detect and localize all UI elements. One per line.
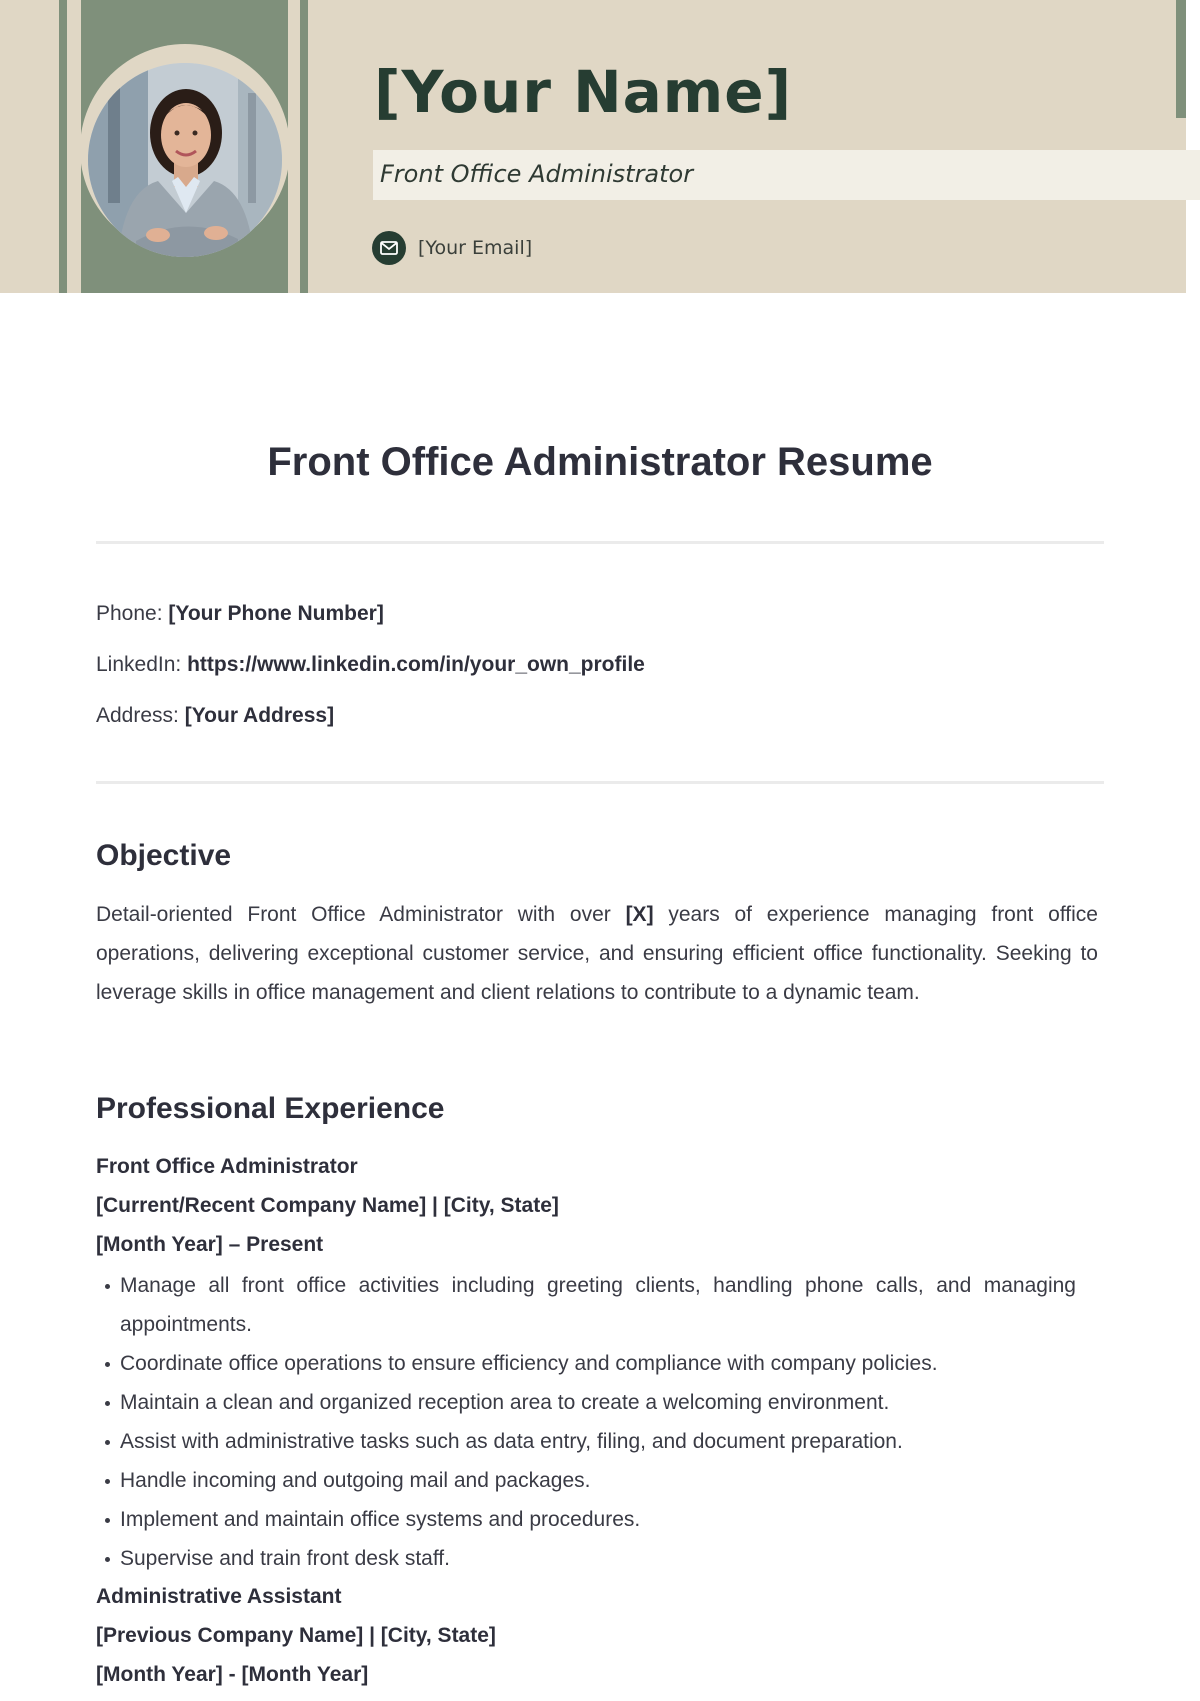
decorative-stripe (1176, 0, 1186, 118)
email-text[interactable]: [Your Email] (418, 237, 533, 259)
list-item: Coordinate office operations to ensure efficiency and compliance with company policies. (96, 1344, 1076, 1383)
candidate-role: Front Office Administrator (380, 160, 694, 188)
envelope-icon (372, 231, 406, 265)
job-dates: [Month Year] - [Month Year] (96, 1663, 369, 1686)
job-duties-list (96, 1266, 1076, 1578)
list-item: Supervise and train front desk staff. (96, 1539, 1076, 1578)
phone-value: [Your Phone Number] (168, 602, 384, 625)
header-banner (0, 0, 1200, 293)
decorative-stripe (59, 0, 67, 293)
role-banner (373, 150, 1200, 200)
job-title: Front Office Administrator (96, 1155, 358, 1178)
objective-years: [X] (625, 903, 654, 926)
linkedin-link[interactable]: https://www.linkedin.com/in/your_own_profile (187, 653, 645, 676)
objective-text-start: Detail-oriented Front Office Administrator with over (96, 903, 626, 926)
objective-text-end: years of experience managing front office operations, delivering exceptional customer service, and ensuring efficient office functionality. Seeking to leverage skills in office management and client relations to contribute to a dynamic team. (96, 903, 1098, 1004)
linkedin-label: LinkedIn: (96, 653, 182, 676)
page-edge (1186, 0, 1200, 293)
phone-label: Phone: (96, 602, 163, 625)
job-title: Administrative Assistant (96, 1585, 342, 1608)
list-item: Handle incoming and outgoing mail and packages. (96, 1461, 1076, 1500)
address-label: Address: (96, 704, 179, 727)
email-row (372, 230, 532, 266)
contact-linkedin (96, 653, 645, 677)
contact-phone (96, 602, 384, 626)
objective-heading: Objective (96, 839, 232, 872)
contact-address (96, 704, 334, 728)
experience-heading: Professional Experience (96, 1092, 445, 1125)
candidate-name: [Your Name] (374, 58, 793, 126)
job-dates: [Month Year] – Present (96, 1233, 324, 1256)
decorative-stripe (300, 0, 308, 293)
document-title: Front Office Administrator Resume (267, 440, 933, 484)
list-item: Implement and maintain office systems and procedures. (96, 1500, 1076, 1539)
divider (96, 541, 1104, 544)
objective-text (96, 895, 1098, 1012)
list-item: Maintain a clean and organized reception area to create a welcoming environment. (96, 1383, 1076, 1422)
profile-photo (88, 63, 282, 257)
job-company: [Previous Company Name] | [City, State] (96, 1624, 496, 1647)
address-value: [Your Address] (184, 704, 335, 727)
list-item: Assist with administrative tasks such as data entry, filing, and document preparation. (96, 1422, 1076, 1461)
divider (96, 781, 1104, 784)
profile-photo-illustration (88, 63, 282, 257)
list-item: Manage all front office activities including greeting clients, handling phone calls, and managing appointments. (96, 1266, 1076, 1344)
job-company: [Current/Recent Company Name] | [City, State] (96, 1194, 559, 1217)
